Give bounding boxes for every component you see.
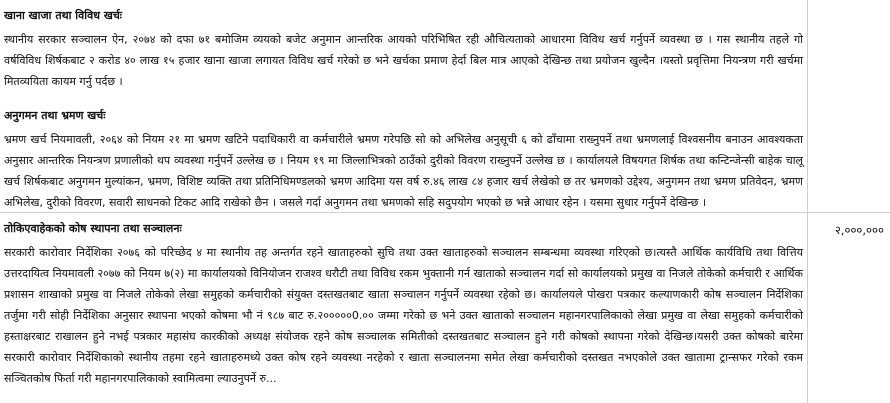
amount-cell [808, 0, 890, 212]
table-row [0, 213, 890, 403]
section-text: सरकारी कारोवार निर्देशिका २०७६ को परिच्छेद ४ मा स्थानीय तह अन्तर्गत रहने खाताहरुको सुचि तथा उक्त खाताहरुको सञ्चालन सम्बन्धमा व्यवस्था गरिएको छ।त्यस्तै आर्थिक कार्यविधि तथा वित्तिय उत्तरदायित्व नियमावली २०७७ को नियम ७(२) मा कार्यालयको विनियोजन राजश्व धरौटी तथा विविध रकम भुक्तानी गर्न खाताको सञ्चालन गर्दा सो कार्यालयको प्रमुख वा निजले तोकेको कर्मचारी र आर्थिक प्रशासन शाखाको प्रमुख वा निजले तोकेको लेखा समुहको कर्मचारीको संयुक्त दस्तखतबाट खाता सञ्चालन गर्नुपर्ने व्यवस्था रहेको छ। कार्यालयले पोखरा पत्रकार कल्याणकारी कोष सञ्चालन निर्देशिका तर्जुमा गरी सोही निर्देशिका अनुसार स्थापना भएको कोषमा भौ नं ९८७ बाट रु.२०००००0.०० जम्मा गरेको छ भने उक्त खाताको सञ्चालन महानगरपालिकाको लेखा प्रमुख वा लेखा समुहको कर्मचारीको हस्ताक्षरबाट राखालन हुने नभई पत्रकार महासंघ कारकीको अध्यक्ष संयोजक रहने कोष सञ्चालक समितीको दस्तखतबाट सञ्चालन हुने गरी कोषको स्थापना गरेको देखिन्छ।यसरी उक्त कोषको बारेमा सरकारी कारोवार निर्देशिकाको स्थानीय तहमा रहने खाताहरुमध्ये उक्त कोष रहने व्यवस्था नरहेको र खाता सञ्चालनमा समेत लेखा कर्मचारीको दस्तखत नभएकोले उक्त खातामा ट्रान्सफर गरेको रकम सञ्चितकोष फिर्ता गरी महानगरपालिकाको स्वामित्वमा ल्याउनुपर्ने रु... [4, 246, 803, 385]
section-text: भ्रमण खर्च नियमावली, २०६४ को नियम २१ मा भ्रमण खटिने पदाधिकारी वा कर्मचारीले भ्रमण गरेपछि सो को अभिलेख अनुसूची ६ को ढाँचामा राख्नुपर्ने तथा भ्रमणलाई विश्वसनीय बनाउन आवश्यकता अनुसार आन्तरिक नियन्त्रण प्रणालीको थप व्यवस्था गर्नुपर्ने उल्लेख छ । नियम १९ मा जिल्लाभित्रको ठाउँको दुरीको विवरण राख्नुपर्ने उल्लेख छ । कार्यालयले विषयगत शिर्षक तथा कन्टिन्जेन्सी बाहेक चालू खर्च शिर्षकबाट अनुगमन मुल्यांकन, भ्रमण, विशिष्ट व्यक्ति तथा प्रतिनिधिमण्डलको भ्रमण आदिमा यस वर्ष रु.४६ लाख ८४ हजार खर्च लेखेको छ तर भ्रमणको उद्देश्य, अनुगमन तथा भ्रमण प्रतिवेदन, भ्रमण अभिलेख, दुरीको विवरण, सवारी साधनको टिकट आदि राखेको छैन । जसले गर्दा अनुगमन तथा भ्रमणको सहि सदुपयोग भएको छ भन्ने आधार रहेन । यसमा सुधार गर्नुपर्ने देखिन्छ । [4, 133, 803, 209]
finding-cell [0, 213, 808, 403]
finding-cell [0, 0, 808, 212]
section-heading: अनुगमन तथा भ्रमण खर्चः [4, 109, 106, 122]
amount-cell: २,०००,००० [834, 223, 884, 237]
section-heading: खाना खाजा तथा विविध खर्चः [4, 9, 123, 22]
section-text: स्थानीय सरकार सञ्चालन ऐन, २०७४ को दफा ७१ बमोजिम व्ययको बजेट अनुमान आन्तरिक आयको परिभिषित रही औचित्यताको आधारमा विविध खर्च गर्नुपर्ने व्यवस्था छ । गस स्थानीय तहले गो वर्षविविध शिर्षकबाट २ करोड ४० लाख १५ हजार खाना खाजा लगायत विविध खर्च गरेको छ भने खर्चका प्रमाण हेर्दा बिल मात्र आएको देखिन्छ तथा प्रयोजन खुल्दैन ।यस्तो प्रवृत्तिमा नियन्त्रण गरी खर्चमा मितव्ययिता कायम गर्नु पर्दछ । [4, 33, 803, 88]
section-heading: तोकिएवाहेकको कोष स्थापना तथा सञ्चालनः [4, 222, 182, 235]
